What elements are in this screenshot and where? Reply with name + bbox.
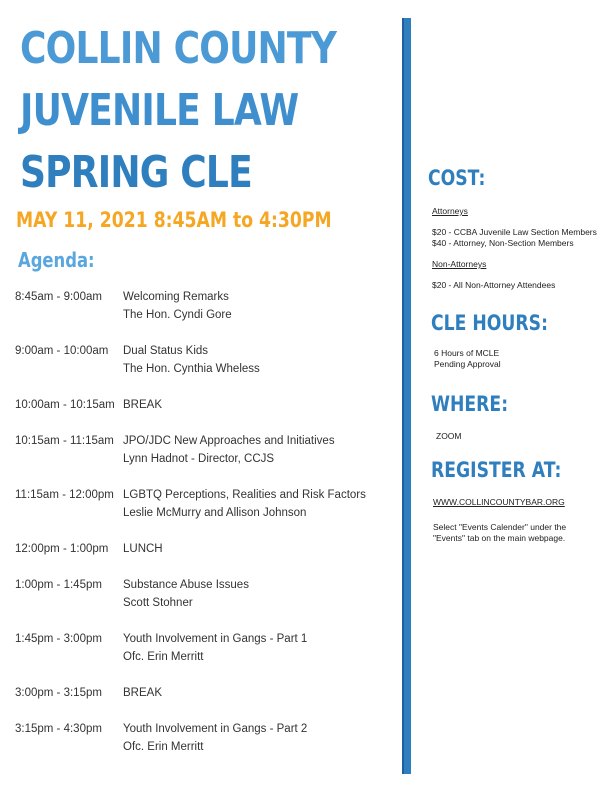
vertical-divider-bar	[402, 18, 411, 774]
agenda-title: Youth Involvement in Gangs - Part 1	[123, 633, 308, 645]
where-section	[431, 392, 611, 416]
cle-hours-details	[434, 348, 612, 370]
agenda-item	[15, 630, 385, 684]
event-title	[20, 18, 336, 204]
attorneys-label: Attorneys	[432, 206, 468, 216]
event-date: MAY 11, 2021 8:45AM to 4:30PM	[16, 208, 332, 232]
agenda-item	[15, 342, 385, 396]
agenda-time: 12:00pm - 1:00pm	[15, 543, 109, 555]
agenda-item	[15, 432, 385, 486]
agenda-title: BREAK	[123, 399, 162, 411]
agenda-time: 10:15am - 11:15am	[15, 435, 114, 447]
agenda-item	[15, 576, 385, 630]
agenda-item	[15, 540, 385, 576]
register-section	[431, 458, 611, 482]
agenda-time: 9:00am - 10:00am	[15, 345, 109, 357]
cle-hours-heading: CLE HOURS:	[431, 311, 548, 335]
agenda-item	[15, 684, 385, 720]
agenda-time: 3:00pm - 3:15pm	[15, 687, 102, 699]
agenda-speaker: Scott Stohner	[123, 597, 193, 609]
agenda-list	[15, 288, 385, 774]
agenda-title: LUNCH	[123, 543, 163, 555]
register-heading: REGISTER AT:	[431, 458, 562, 482]
agenda-time: 3:15pm - 4:30pm	[15, 723, 102, 735]
agenda-title: LGBTQ Perceptions, Realities and Risk Factors	[123, 489, 366, 501]
where-heading: WHERE:	[431, 392, 509, 416]
agenda-title: Dual Status Kids	[123, 345, 209, 357]
cost-section	[428, 166, 608, 190]
agenda-time: 11:15am - 12:00pm	[15, 489, 114, 501]
agenda-speaker: The Hon. Cyndi Gore	[123, 309, 232, 321]
attorney-price-2: $40 - Attorney, Non-Section Members	[432, 238, 574, 248]
agenda-title: Substance Abuse Issues	[123, 579, 249, 591]
agenda-time: 1:45pm - 3:00pm	[15, 633, 102, 645]
agenda-time: 8:45am - 9:00am	[15, 291, 102, 303]
register-note-1: Select "Events Calender" under the	[433, 522, 567, 532]
non-attorneys-label: Non-Attorneys	[432, 259, 487, 269]
register-link[interactable]: WWW.COLLINCOUNTYBAR.ORG	[433, 497, 565, 507]
agenda-title: Youth Involvement in Gangs - Part 2	[123, 723, 308, 735]
cle-hours-status: Pending Approval	[434, 359, 501, 369]
title-line-1: COLLIN COUNTY	[20, 23, 337, 74]
agenda-title: Welcoming Remarks	[123, 291, 229, 303]
agenda-time: 1:00pm - 1:45pm	[15, 579, 102, 591]
agenda-item	[15, 486, 385, 540]
agenda-title: BREAK	[123, 687, 162, 699]
cost-details	[432, 206, 612, 291]
agenda-speaker: Ofc. Erin Merritt	[123, 651, 204, 663]
cle-hours-value: 6 Hours of MCLE	[434, 348, 500, 358]
agenda-speaker: Lynn Hadnot - Director, CCJS	[123, 453, 275, 465]
where-value: ZOOM	[436, 431, 462, 441]
title-line-2: JUVENILE LAW	[20, 85, 299, 136]
agenda-time: 10:00am - 10:15am	[15, 399, 115, 411]
attorney-price-1: $20 - CCBA Juvenile Law Section Members	[432, 227, 597, 237]
register-details	[433, 497, 612, 544]
cost-heading: COST:	[428, 166, 486, 190]
register-note-2: "Events" tab on the main webpage.	[433, 533, 566, 543]
agenda-speaker: Leslie McMurry and Allison Johnson	[123, 507, 307, 519]
title-line-3: SPRING CLE	[20, 147, 252, 198]
agenda-item	[15, 720, 385, 774]
agenda-heading: Agenda:	[18, 248, 95, 272]
agenda-title: JPO/JDC New Approaches and Initiatives	[123, 435, 335, 447]
cle-hours-section	[431, 311, 611, 335]
agenda-speaker: Ofc. Erin Merritt	[123, 741, 204, 753]
non-attorney-price: $20 - All Non-Attorney Attendees	[432, 280, 556, 290]
where-details	[436, 431, 612, 442]
agenda-item	[15, 288, 385, 342]
agenda-item	[15, 396, 385, 432]
agenda-speaker: The Hon. Cynthia Wheless	[123, 363, 260, 375]
